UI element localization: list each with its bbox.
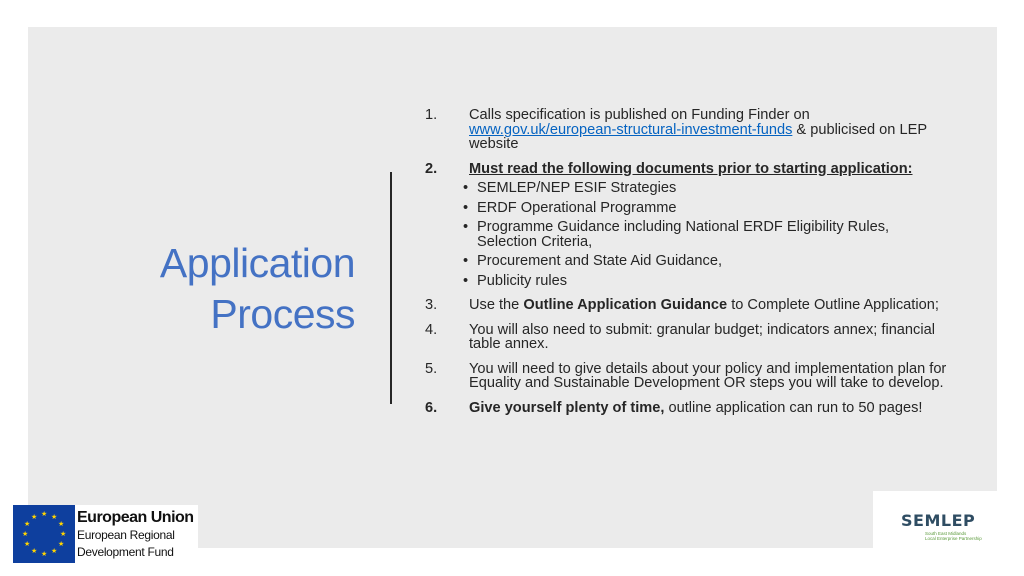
eu-logo xyxy=(10,505,198,563)
documents-list xyxy=(463,180,950,289)
eu-logo-line-2: European Regional xyxy=(77,527,175,542)
step-text: You will need to give details about your policy and implementation plan for Equality and Sustainable Development OR steps you will take to develop. xyxy=(469,360,947,391)
step-number: 3. xyxy=(425,297,438,313)
step-1 xyxy=(425,108,950,152)
eu-logo-line-3: Development Fund xyxy=(77,544,174,559)
slide-title xyxy=(160,238,355,340)
eu-flag-icon: ★ ★ ★ ★ ★ ★ ★ ★ ★ ★ ★ ★ xyxy=(13,505,75,563)
step-4 xyxy=(425,323,950,352)
funding-finder-link[interactable]: www.gov.uk/european-structural-investment-funds xyxy=(469,121,793,138)
step-number: 2. xyxy=(425,160,438,177)
list-item: • SEMLEP/NEP ESIF Strategies xyxy=(463,180,677,196)
guidance-name: Outline Application Guidance xyxy=(523,297,728,313)
title-line-2: Process xyxy=(210,291,355,337)
semlep-logo xyxy=(873,491,997,549)
step-number: 6. xyxy=(425,399,438,416)
list-item: • Programme Guidance including National ERDF Eligibility Rules, Selection Criteria, xyxy=(463,219,890,250)
step-number: 1. xyxy=(425,107,438,123)
eu-logo-line-1: European Union xyxy=(77,508,194,526)
step-3: 3. Use the Outline Application Guidance to Complete Outline Application; xyxy=(425,297,939,313)
vertical-divider xyxy=(390,172,392,404)
list-item: • Publicity rules xyxy=(463,272,568,289)
step-heading: Must read the following documents prior to starting application: xyxy=(469,160,913,177)
list-item: • Procurement and State Aid Guidance, xyxy=(463,253,723,269)
semlep-name: SEMLEP xyxy=(901,511,976,530)
step-5 xyxy=(425,362,950,391)
step-emphasis: Give yourself plenty of time, xyxy=(469,399,665,416)
title-line-1: Application xyxy=(159,240,355,286)
list-item: • ERDF Operational Programme xyxy=(463,199,677,216)
step-6: 6. Give yourself plenty of time, outline application can run to 50 pages! xyxy=(425,399,923,416)
step-number: 4. xyxy=(425,321,438,338)
semlep-sub-1: South East Midlands xyxy=(925,531,967,536)
step-number: 5. xyxy=(425,360,438,377)
step-text: & publicised on LEP website xyxy=(469,121,927,152)
step-text: Calls specification is published on Funding Finder on xyxy=(469,107,810,123)
step-text: You will also need to submit: granular budget; indicators annex; financial table annex. xyxy=(469,321,935,352)
step-2 xyxy=(425,162,950,289)
process-steps-list xyxy=(425,108,950,425)
semlep-sub-2: Local Enterprise Partnership xyxy=(925,536,982,541)
